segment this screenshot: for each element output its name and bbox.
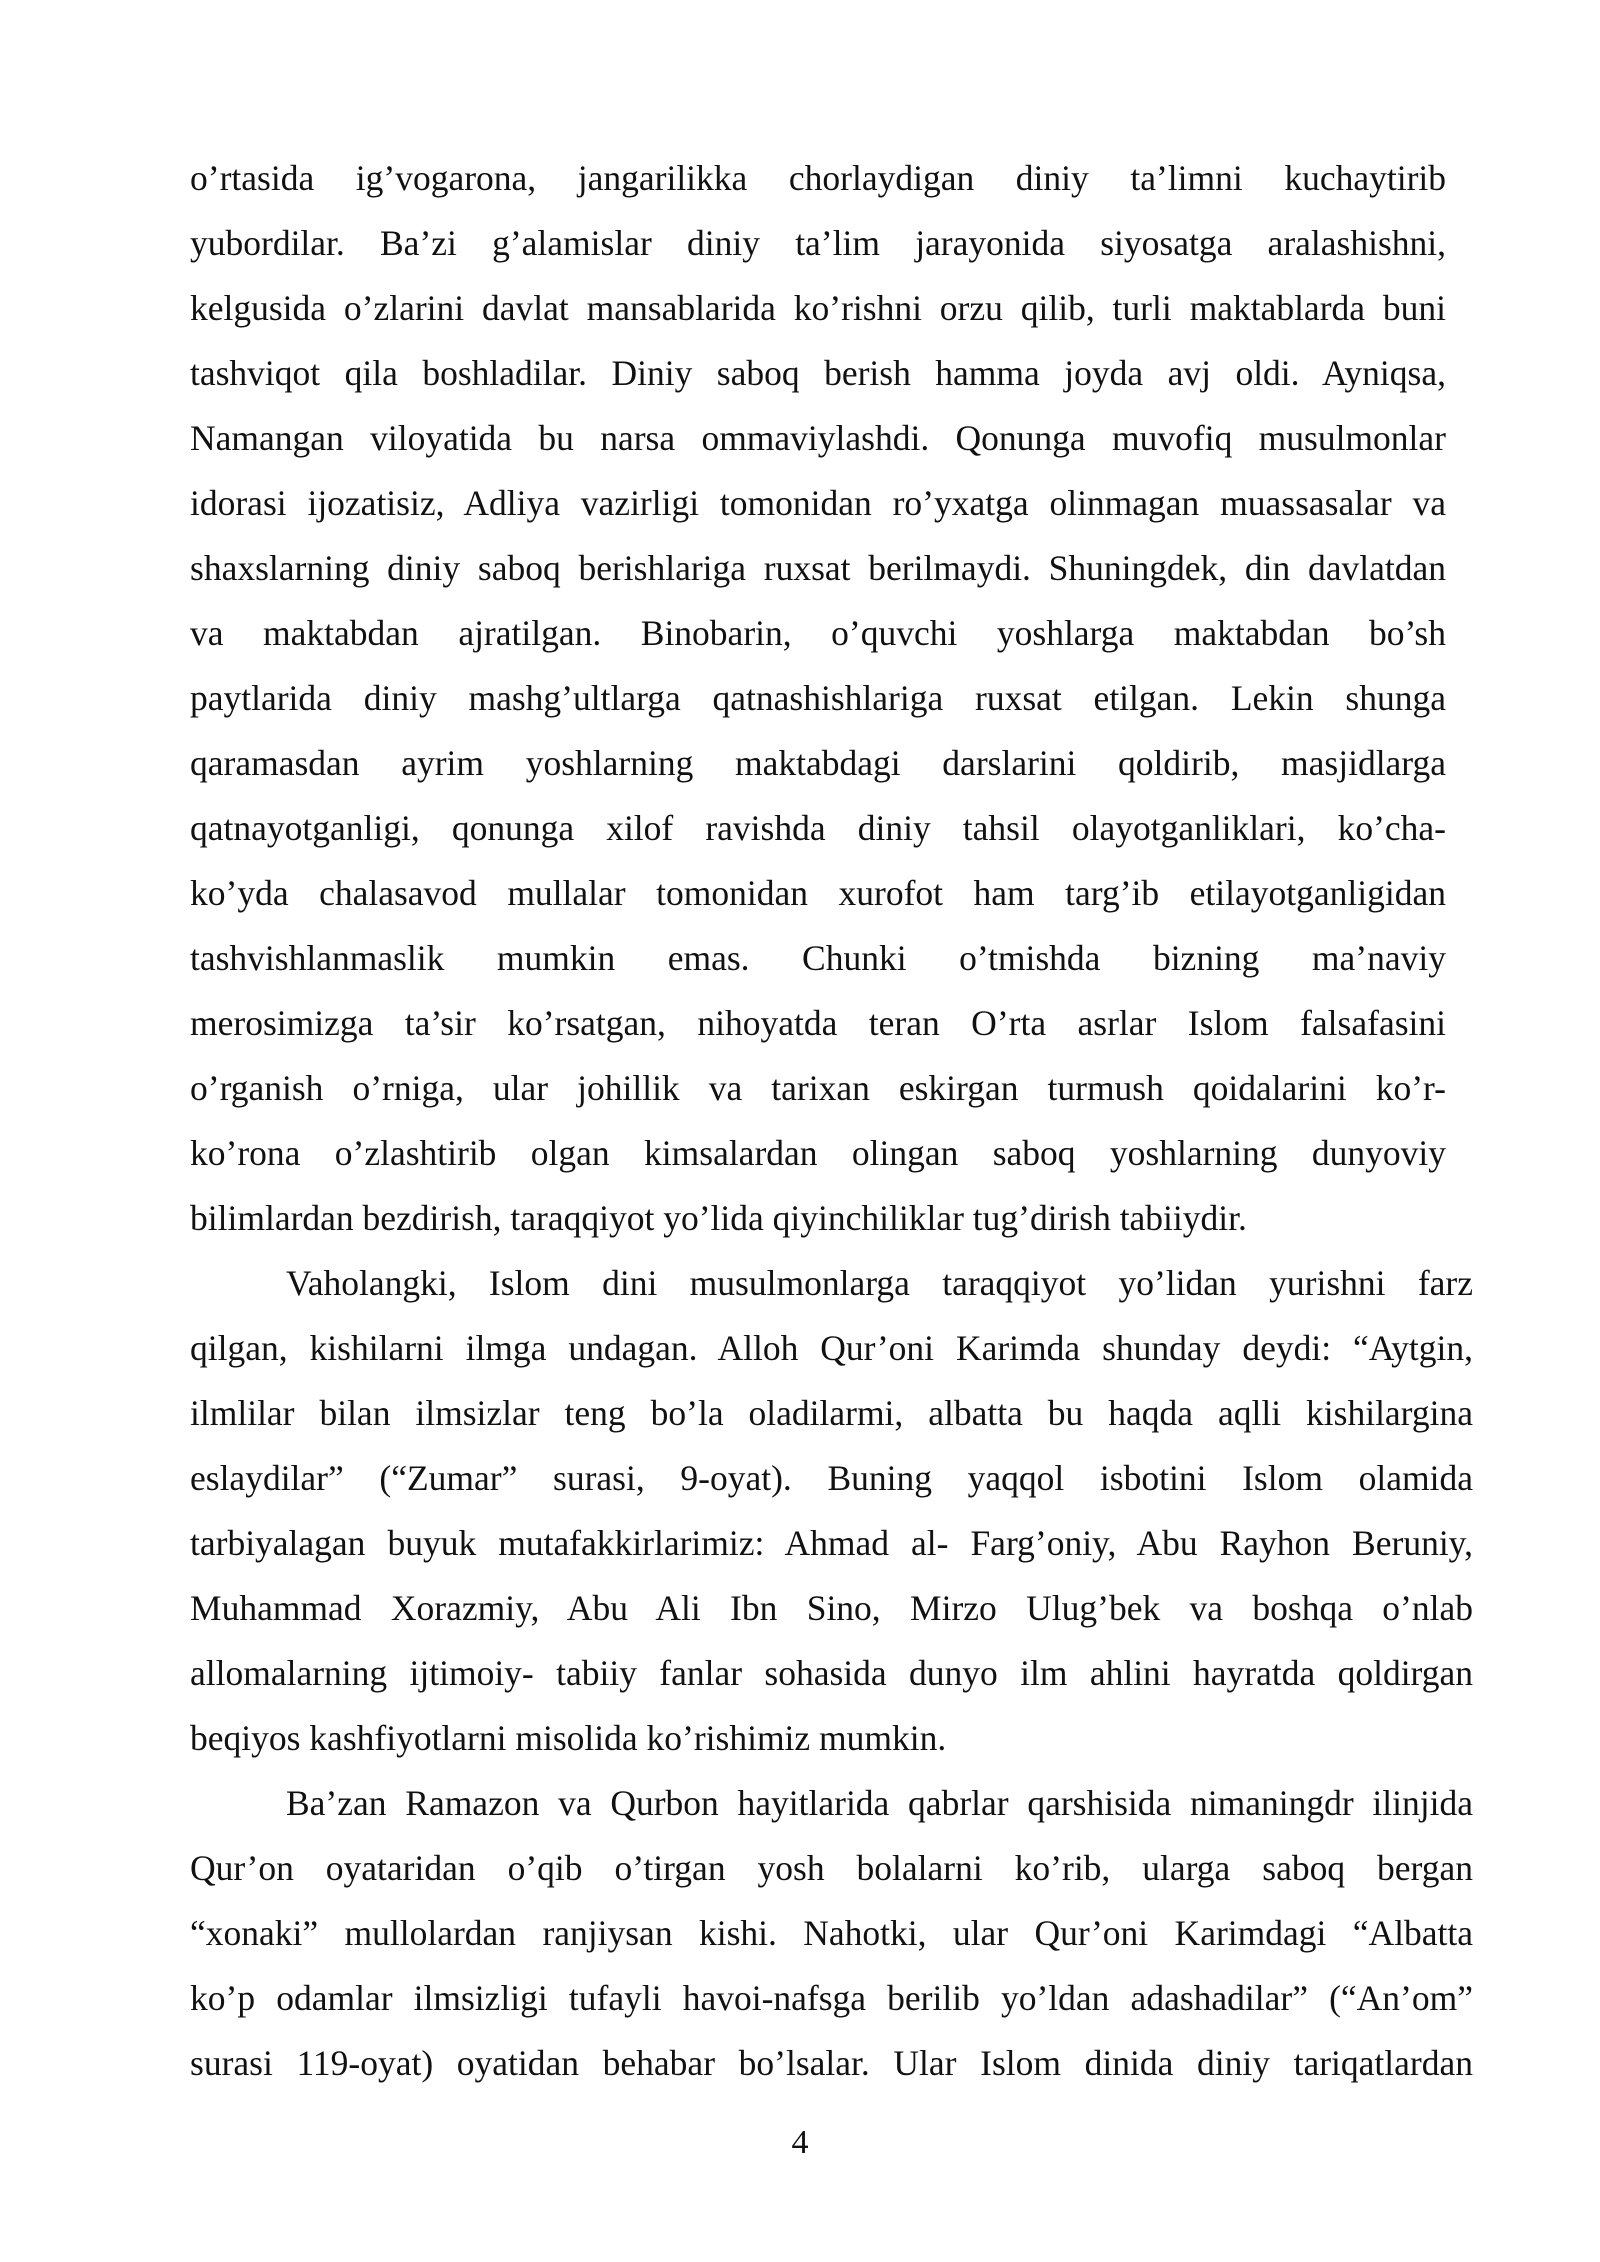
page-number: 4 <box>791 2124 809 2161</box>
text-line: idorasi ijozatisiz, Adliya vazirligi tomonidan ro’yxatga olinmagan muassasalar va <box>190 483 1446 523</box>
text-line: Qur’on oyataridan o’qib o’tirgan yosh bolalarni ko’rib, ularga saboq bergan <box>190 1848 1473 1888</box>
body-text <box>190 146 1473 2096</box>
text-line: o’rganish o’rniga, ular johillik va tarixan eskirgan turmush qoidalarini ko’r- <box>190 1068 1446 1108</box>
text-line: Namangan viloyatida bu narsa ommaviylashdi. Qonunga muvofiq musulmonlar <box>190 418 1446 458</box>
text-line: o’rtasida ig’vogarona, jangarilikka chorlaydigan diniy ta’limni kuchaytirib <box>190 158 1446 198</box>
text-line: “xonaki” mullolardan ranjiysan kishi. Nahotki, ular Qur’oni Karimdagi “Albatta <box>190 1913 1473 1953</box>
text-line: qatnayotganligi, qonunga xilof ravishda diniy tahsil olayotganliklari, ko’cha- <box>190 808 1446 848</box>
text-line: paytlarida diniy mashg’ultlarga qatnashishlariga ruxsat etilgan. Lekin shunga <box>190 678 1446 718</box>
paragraph <box>190 146 1473 1251</box>
text-line: ko’yda chalasavod mullalar tomonidan xurofot ham targ’ib etilayotganligidan <box>190 873 1446 913</box>
text-line: Muhammad Xorazmiy, Abu Ali Ibn Sino, Mirzo Ulug’bek va boshqa o’nlab <box>190 1588 1473 1628</box>
text-line: shaxslarning diniy saboq berishlariga ruxsat berilmaydi. Shuningdek, din davlatdan <box>190 548 1446 588</box>
text-line: ko’p odamlar ilmsizligi tufayli havoi-nafsga berilib yo’ldan adashadilar” (“An’om” <box>190 1978 1473 2018</box>
text-line: kelgusida o’zlarini davlat mansablarida ko’rishni orzu qilib, turli maktablarda buni <box>190 288 1446 328</box>
text-line: Ba’zan Ramazon va Qurbon hayitlarida qabrlar qarshisida nimaningdr ilinjida <box>286 1783 1473 1823</box>
text-line: eslaydilar” (“Zumar” surasi, 9-oyat). Buning yaqqol isbotini Islom olamida <box>190 1458 1473 1498</box>
paragraph <box>190 1251 1473 1771</box>
text-line: tashviqot qila boshladilar. Diniy saboq berish hamma joyda avj oldi. Ayniqsa, <box>190 353 1446 393</box>
text-line: qilgan, kishilarni ilmga undagan. Alloh Qur’oni Karimda shunday deydi: “Aytgin, <box>190 1328 1473 1368</box>
text-line: bilimlardan bezdirish, taraqqiyot yo’lida qiyinchiliklar tug’dirish tabiiydir. <box>190 1198 1247 1238</box>
text-line: qaramasdan ayrim yoshlarning maktabdagi darslarini qoldirib, masjidlarga <box>190 743 1446 783</box>
text-line: va maktabdan ajratilgan. Binobarin, o’quvchi yoshlarga maktabdan bo’sh <box>190 613 1446 653</box>
paragraph <box>190 1771 1473 2096</box>
text-line: Vaholangki, Islom dini musulmonlarga taraqqiyot yo’lidan yurishni farz <box>286 1263 1473 1303</box>
text-line: ilmlilar bilan ilmsizlar teng bo’la oladilarmi, albatta bu haqda aqlli kishilargina <box>190 1393 1473 1433</box>
text-line: tarbiyalagan buyuk mutafakkirlarimiz: Ahmad al- Farg’oniy, Abu Rayhon Beruniy, <box>190 1523 1473 1563</box>
text-line: merosimizga ta’sir ko’rsatgan, nihoyatda teran O’rta asrlar Islom falsafasini <box>190 1003 1446 1043</box>
text-line: surasi 119-oyat) oyatidan behabar bo’lsalar. Ular Islom dinida diniy tariqatlardan <box>190 2043 1473 2083</box>
text-line: allomalarning ijtimoiy- tabiiy fanlar sohasida dunyo ilm ahlini hayratda qoldirgan <box>190 1653 1473 1693</box>
text-line: ko’rona o’zlashtirib olgan kimsalardan olingan saboq yoshlarning dunyoviy <box>190 1133 1446 1173</box>
text-line: tashvishlanmaslik mumkin emas. Chunki o’tmishda bizning ma’naviy <box>190 938 1446 978</box>
text-line: beqiyos kashfiyotlarni misolida ko’rishimiz mumkin. <box>190 1718 947 1758</box>
text-line: yubordilar. Ba’zi g’alamislar diniy ta’lim jarayonida siyosatga aralashishni, <box>190 223 1446 263</box>
